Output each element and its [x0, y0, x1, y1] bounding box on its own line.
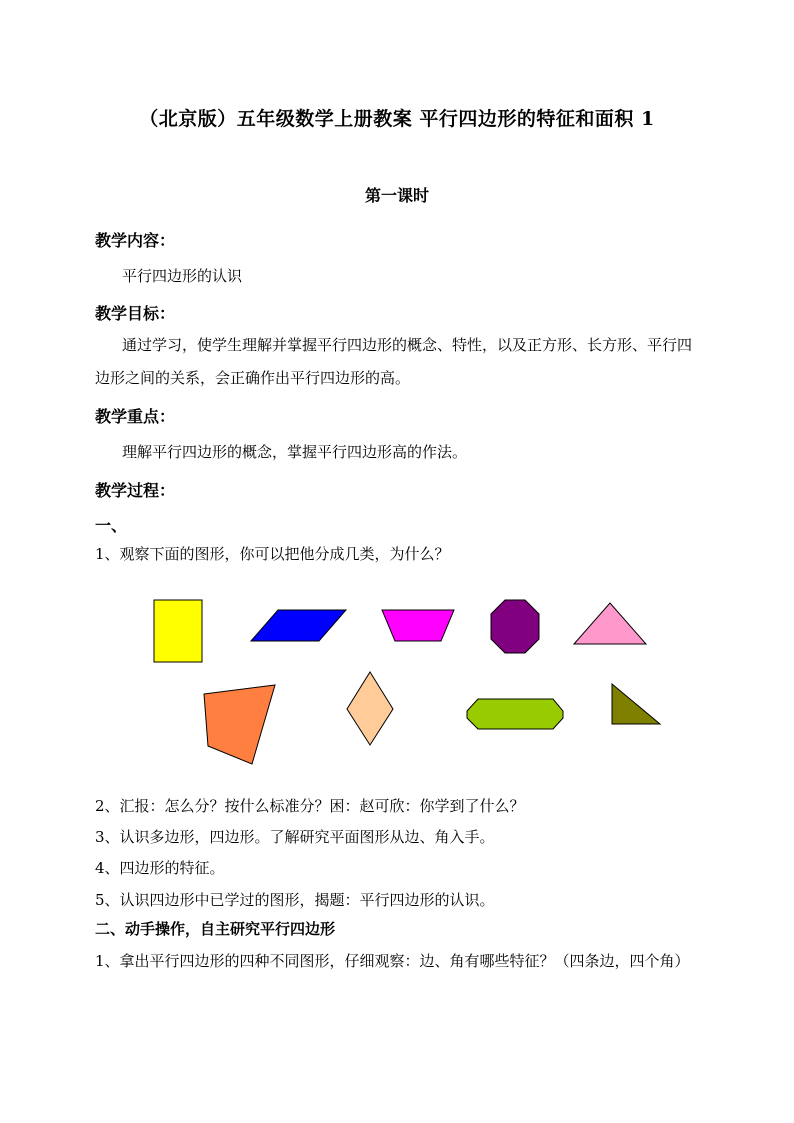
olive-right-triangle [612, 684, 660, 724]
goal-text: 通过学习，使学生理解并掌握平行四边形的概念、特性，以及正方形、长方形、平行四边形之间的关系，会正确作出平行四边形的高。 [95, 336, 693, 387]
orange-quadrilateral [204, 685, 275, 764]
goal-heading: 教学目标： [95, 304, 176, 323]
process-heading: 教学过程： [95, 481, 176, 500]
peach-rhombus [347, 672, 393, 745]
pink-triangle [574, 603, 646, 644]
item-2: 2、汇报：怎么分？按什么标准分？困：赵可欣：你学到了什么？ [95, 797, 525, 815]
item-3: 3、认识多边形，四边形。了解研究平面图形从边、角入手。 [95, 828, 495, 846]
focus-heading: 教学重点： [95, 407, 176, 426]
content-text: 平行四边形的认识 [122, 267, 243, 285]
item-6: 1、拿出平行四边形的四种不同图形，仔细观察：边、角有哪些特征？（四条边，四个角） [95, 952, 690, 970]
part-two-heading: 二、动手操作，自主研究平行四边形 [95, 920, 336, 938]
item-4: 4、四边形的特征。 [95, 859, 225, 877]
focus-text: 理解平行四边形的概念，掌握平行四边形高的作法。 [122, 443, 468, 461]
blue-parallelogram [251, 610, 346, 641]
page-title: （北京版）五年级数学上册教案 平行四边形的特征和面积 1 [139, 108, 655, 130]
content-heading: 教学内容： [95, 231, 176, 250]
item-1: 1、观察下面的图形，你可以把他分成几类，为什么？ [95, 545, 450, 563]
part-one-heading: 一、 [95, 516, 128, 535]
green-hexagon [467, 699, 563, 729]
item-5: 5、认识四边形中已学过的图形，揭题：平行四边形的认识。 [95, 891, 495, 909]
purple-octagon [491, 600, 539, 653]
magenta-trapezoid [382, 610, 454, 641]
yellow-rectangle [154, 600, 202, 662]
lesson-subtitle: 第一课时 [364, 186, 429, 205]
